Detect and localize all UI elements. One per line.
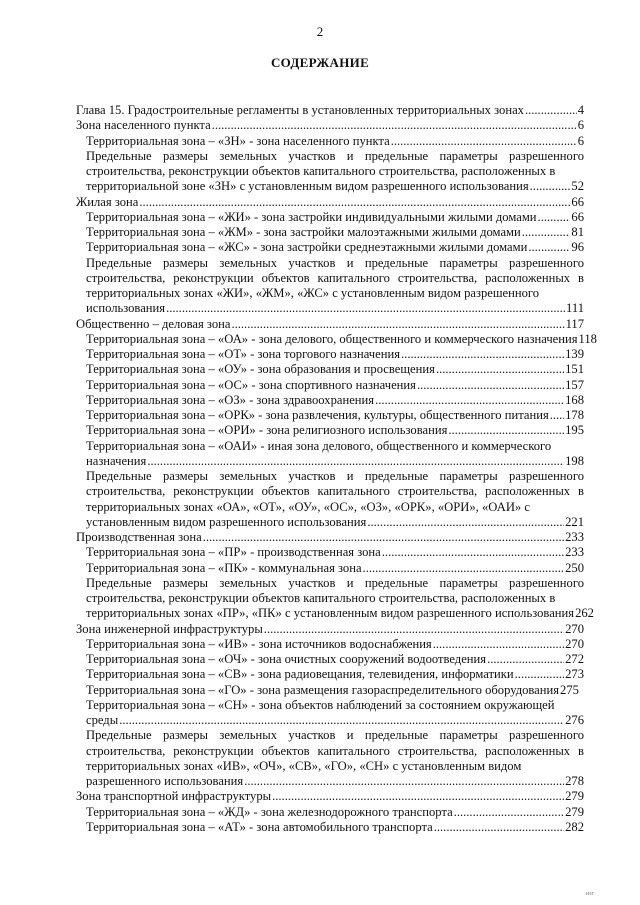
toc-entry-text: Жилая зона	[76, 194, 139, 209]
toc-entry-text: Территориальная зона – «ЖД» - зона железнодорожного транспорта	[86, 804, 453, 819]
toc-entry-page: 279	[565, 804, 584, 819]
dot-leader	[448, 423, 564, 438]
toc-entry[interactable]	[76, 652, 584, 667]
toc-entry-text: Предельные размеры земельных участков и предельные параметры разрешенного строительства, реконструкции объектов капитального строительства, расположенных в	[86, 148, 584, 178]
toc-entry[interactable]	[76, 149, 584, 195]
toc-entry-text: Территориальная зона – «ОС» - зона спортивного назначения	[86, 377, 416, 392]
toc-entry[interactable]	[76, 347, 584, 362]
toc-entry-text-last-line: разрешенного использования	[86, 774, 244, 788]
toc-entry-page: 270	[565, 636, 584, 651]
dot-leader	[525, 103, 577, 118]
toc-entry[interactable]	[76, 331, 597, 347]
toc-entry-text-last-line: среды	[86, 713, 119, 727]
dot-leader	[436, 362, 564, 377]
toc-entry[interactable]	[76, 317, 584, 332]
toc-title: СОДЕРЖАНИЕ	[270, 55, 370, 70]
toc-entry-page: 178	[565, 408, 584, 422]
toc-entry-page: 111	[566, 301, 584, 316]
toc-entry-page: 233	[565, 545, 584, 560]
toc-entry-page: 66	[571, 194, 584, 209]
toc-entry[interactable]	[76, 561, 584, 576]
dot-leader	[119, 713, 564, 728]
dot-leader	[244, 774, 564, 789]
toc-entry-text: Территориальная зона – «ЖИ» - зона застройки индивидуальными жилыми домами	[86, 209, 537, 224]
toc-entry-page: 6	[577, 118, 584, 133]
toc-entry-page: 273	[565, 667, 584, 682]
toc-entry-text: Общественно – деловая зона	[76, 316, 231, 331]
dot-leader	[433, 637, 564, 652]
dot-leader	[272, 789, 564, 804]
toc-entry[interactable]	[76, 805, 584, 820]
toc-entry-page: 52	[571, 179, 584, 194]
dot-leader	[391, 134, 577, 149]
toc-entry[interactable]	[76, 362, 584, 377]
toc-entry-page: 139	[565, 347, 584, 361]
toc-entry[interactable]	[76, 622, 584, 637]
toc-entry-page: 118	[578, 331, 597, 346]
dot-leader	[434, 820, 564, 835]
dot-leader	[212, 118, 577, 133]
toc-entry-text-last-line: использования	[86, 301, 166, 316]
toc-entry-page: 278	[565, 774, 584, 788]
toc-entry-text: Территориальная зона – «ЖМ» - зона застройки малоэтажными жилыми домами	[86, 225, 521, 239]
toc-entry[interactable]	[76, 530, 584, 545]
toc-entry-text: Территориальная зона – «ЖС» - зона застройки среднеэтажными жилыми домами	[86, 240, 528, 255]
toc-entry-text: Предельные размеры земельных участков и предельные параметры разрешенного строительства, реконструкции объектов капитального строительства, расположенных в территориальных зонах «ЖИ», «ЖМ», «ЖС» с установленным видом разрешенного	[86, 255, 584, 300]
toc-entry[interactable]	[76, 378, 584, 393]
toc-entry-page: 282	[565, 819, 584, 834]
dot-leader	[231, 317, 564, 332]
toc-entry-text: Зона инженерной инфраструктуры	[76, 621, 263, 636]
dot-leader	[454, 805, 564, 820]
toc-entry-page: 6	[577, 133, 584, 148]
toc-entry[interactable]	[76, 134, 584, 149]
toc-entry[interactable]	[76, 469, 584, 530]
toc-entry-text: Предельные размеры земельных участков и предельные параметры разрешенного строительства, реконструкции объектов капитального строительства, расположенных в территориальных зонах «ИВ», «ОЧ», «СВ», «ГО», «СН» с установленным видом	[86, 728, 584, 773]
dot-leader	[515, 667, 564, 682]
toc-entry-page: 81	[571, 225, 584, 239]
toc-entry-page: 4	[577, 103, 584, 117]
toc-entry-page: 279	[565, 789, 584, 804]
toc-entry-text: Территориальная зона – «ПК» - коммунальная зона	[86, 560, 362, 575]
toc-entry[interactable]	[76, 256, 584, 317]
toc-entry[interactable]	[76, 728, 584, 789]
toc-entry-text: Территориальная зона – «СВ» - зона радиовещания, телевидения, информатики	[86, 667, 514, 682]
toc-entry-page: 250	[565, 560, 584, 575]
toc-entry-page: 117	[565, 316, 584, 331]
dot-leader	[528, 240, 570, 255]
toc-entry[interactable]	[76, 118, 584, 133]
toc-entry-text-last-line: территориальной зоне «ЗН» с установленным видом разрешенного использования	[86, 179, 529, 194]
toc-entry-text: Территориальная зона – «ОУ» - зона образования и просвещения	[86, 362, 435, 377]
toc-entry[interactable]	[76, 240, 584, 255]
dot-leader	[363, 561, 565, 576]
dot-leader	[139, 195, 570, 210]
scan-mark: изг	[585, 891, 594, 897]
toc-entry-page: 195	[565, 423, 584, 438]
toc-entry-text: Территориальная зона – «ОЗ» - зона здравоохранения	[86, 392, 375, 407]
dot-leader	[538, 210, 571, 225]
dot-leader	[417, 378, 564, 393]
toc-entry-text: Предельные размеры земельных участков и предельные параметры разрешенного строительства, реконструкции объектов капитального строительства, расположенных в территориальных зонах «ОА», «ОТ», «ОУ», «ОС», «ОЗ», «ОРК», «ОРИ», «ОАИ» с	[86, 469, 584, 514]
dot-leader	[487, 652, 564, 667]
dot-leader	[401, 347, 564, 362]
toc-entry-text: Территориальная зона – «ГО» - зона размещения газораспределительного оборудования	[86, 682, 560, 697]
dot-leader	[166, 301, 565, 316]
toc-entry-page: 276	[565, 713, 584, 727]
toc-entry-text: Территориальная зона – «ОРИ» - зона религиозного использования	[86, 423, 448, 438]
toc-entry-page: 270	[565, 621, 584, 636]
toc-entry-text-last-line: установленным видом разрешенного использования	[86, 514, 367, 529]
toc-entry-text: Производственная зона	[76, 530, 202, 544]
toc-entry-text: Территориальная зона – «ОА» - зона делового, общественного и коммерческого назначения	[86, 331, 578, 346]
dot-leader	[367, 515, 564, 530]
toc-entry-text: Территориальная зона – «ОТ» - зона торгового назначения	[86, 347, 401, 361]
dot-leader	[530, 179, 571, 194]
toc-entry-text-last-line: назначения	[86, 453, 147, 468]
toc-entry[interactable]	[76, 439, 584, 470]
toc-entry[interactable]	[76, 225, 584, 240]
toc-entry-page: 96	[571, 240, 584, 255]
toc-entry-text: Территориальная зона – «ОЧ» - зона очистных сооружений водоотведения	[86, 652, 487, 666]
toc-entry[interactable]	[76, 683, 584, 698]
toc-entry-text: Зона транспортной инфраструктуры	[76, 789, 272, 804]
toc-entry-page: 275	[560, 682, 579, 697]
toc-entry-page: 233	[565, 530, 584, 544]
toc-entry[interactable]	[76, 820, 584, 835]
dot-leader	[550, 408, 564, 423]
toc-entry-page: 168	[565, 392, 584, 407]
toc-entry-text: Территориальная зона – «ОРК» - зона развлечения, культуры, общественного питания	[86, 408, 549, 422]
toc-entry[interactable]	[76, 423, 584, 438]
dot-leader	[203, 530, 564, 545]
toc-entry-text: Территориальная зона – «ПР» - производственная зона	[86, 545, 381, 560]
toc-entry-text: Территориальная зона – «АТ» - зона автомобильного транспорта	[86, 819, 433, 834]
toc-entry-text: Территориальная зона – «ОАИ» - иная зона делового, общественного и коммерческого	[86, 438, 552, 453]
toc-entry[interactable]	[76, 210, 584, 225]
toc-entry-page: 221	[565, 514, 584, 529]
toc-entry[interactable]	[76, 393, 584, 408]
toc-entry[interactable]	[76, 667, 584, 682]
dot-leader	[147, 454, 564, 469]
table-of-contents	[76, 103, 597, 835]
toc-entry[interactable]	[76, 545, 584, 560]
dot-leader	[522, 225, 571, 240]
toc-entry[interactable]	[76, 698, 584, 729]
dot-leader	[375, 393, 564, 408]
toc-entry-text-last-line: территориальных зонах «ПР», «ПК» с установленным видом разрешенного использования	[86, 606, 575, 621]
toc-entry-text: Предельные размеры земельных участков и предельные параметры разрешенного строительства, реконструкции объектов капитального строительства, расположенных в	[86, 575, 584, 605]
toc-entry-text: Территориальная зона – «ЗН» - зона населенного пункта	[86, 133, 390, 148]
dot-leader	[264, 622, 564, 637]
toc-entry[interactable]	[76, 637, 584, 652]
toc-entry-page: 262	[575, 606, 594, 621]
toc-entry-text: Территориальная зона – «ИВ» - зона источников водоснабжения	[86, 636, 432, 651]
toc-entry[interactable]	[76, 408, 584, 423]
dot-leader	[382, 545, 564, 560]
toc-entry-text: Глава 15. Градостроительные регламенты в установленных территориальных зонах	[76, 103, 524, 117]
page-number: 2	[316, 24, 324, 39]
toc-entry-page: 66	[571, 209, 584, 224]
toc-entry-page: 272	[565, 652, 584, 666]
toc-entry-text: Территориальная зона – «СН» - зона объектов наблюдений за состоянием окружающей	[86, 697, 555, 712]
toc-entry[interactable]	[76, 575, 594, 622]
toc-entry[interactable]	[76, 789, 584, 804]
toc-entry-text: Зона населенного пункта	[76, 118, 211, 133]
toc-entry-page: 151	[565, 362, 584, 377]
toc-entry-page: 157	[565, 377, 584, 392]
toc-entry[interactable]	[76, 195, 584, 210]
toc-entry[interactable]	[76, 103, 584, 118]
toc-entry-page: 198	[565, 453, 584, 468]
